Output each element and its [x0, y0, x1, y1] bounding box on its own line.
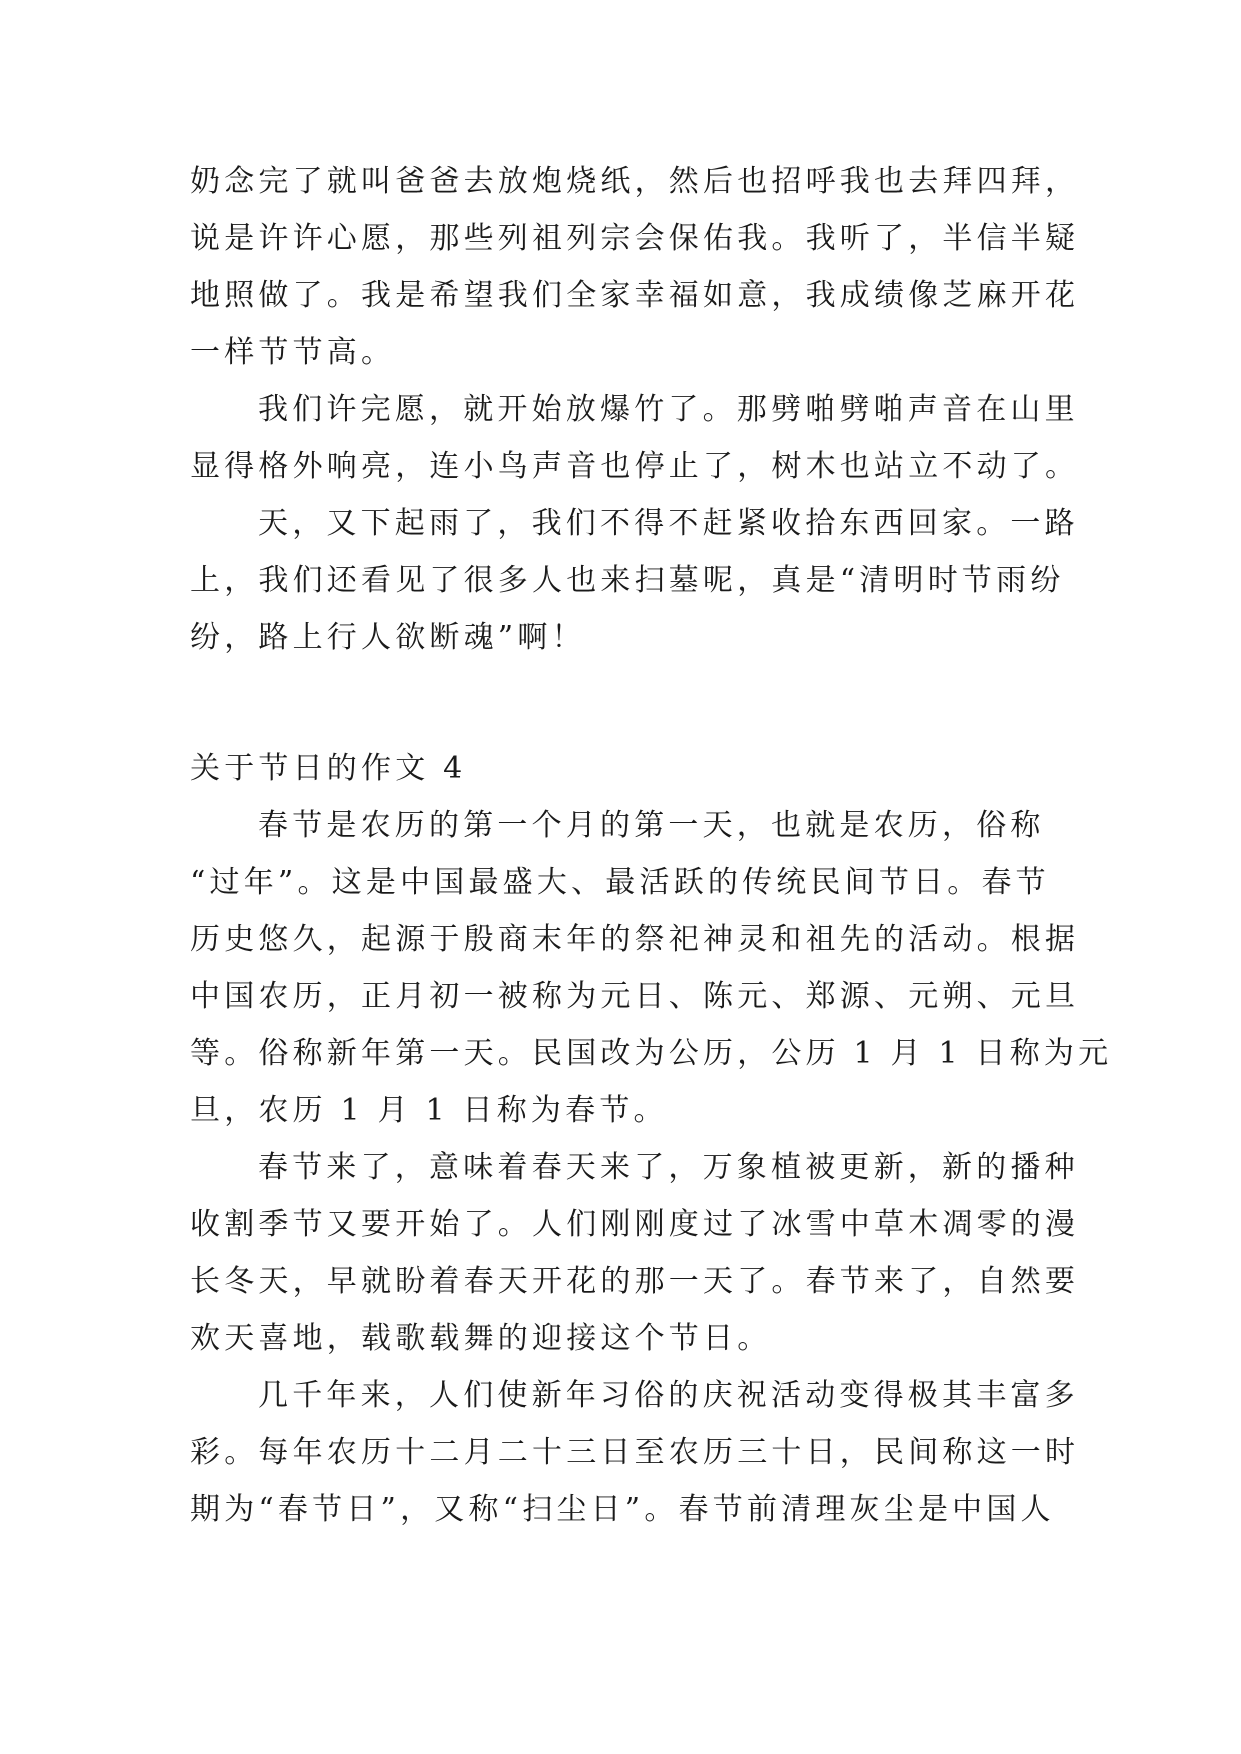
text-line: 纷，路上行人欲断魂”啊！ [190, 620, 586, 655]
text-line: 春节来了，意味着春天来了，万象植被更新，新的播种 [258, 1150, 1079, 1185]
text-line: 期为“春节日”，又称“扫尘日”。春节前清理灰尘是中国人 [190, 1492, 1055, 1527]
text-line: 旦，农历 1 月 1 日称为春节。 [190, 1093, 668, 1128]
section-title [190, 740, 1070, 797]
text-line: 天，又下起雨了，我们不得不赶紧收拾东西回家。一路 [258, 506, 1079, 541]
text-line: 等。俗称新年第一天。民国改为公历，公历 1 月 1 日称为元 [190, 1036, 1113, 1071]
essay-continuation [190, 153, 1080, 666]
text-line: 欢天喜地，载歌载舞的迎接这个节日。 [190, 1321, 772, 1356]
text-line: 地照做了。我是希望我们全家幸福如意，我成绩像芝麻开花 [190, 278, 1080, 313]
text-line: 一样节节高。 [190, 335, 396, 370]
text-line: 历史悠久，起源于殷商末年的祭祀神灵和祖先的活动。根据 [190, 922, 1080, 957]
text-line: 长冬天，早就盼着春天开花的那一天了。春节来了，自然要 [190, 1264, 1080, 1299]
text-line: 收割季节又要开始了。人们刚刚度过了冰雪中草木凋零的漫 [190, 1207, 1080, 1242]
text-line: 春节是农历的第一个月的第一天，也就是农历，俗称 [258, 808, 1045, 843]
section-heading: 关于节日的作文 4 [190, 751, 467, 786]
text-line: 奶念完了就叫爸爸去放炮烧纸，然后也招呼我也去拜四拜， [190, 164, 1080, 199]
text-line: 上，我们还看见了很多人也来扫墓呢，真是“清明时节雨纷 [190, 563, 1065, 598]
text-line: “过年”。这是中国最盛大、最活跃的传统民间节日。春节 [190, 865, 1050, 900]
text-line: 显得格外响亮，连小鸟声音也停止了，树木也站立不动了。 [190, 449, 1080, 484]
text-line: 说是许许心愿，那些列祖列宗会保佑我。我听了，半信半疑 [190, 221, 1080, 256]
text-line: 我们许完愿，就开始放爆竹了。那劈啪劈啪声音在山里 [258, 392, 1079, 427]
text-line: 几千年来，人们使新年习俗的庆祝活动变得极其丰富多 [258, 1378, 1079, 1413]
text-line: 中国农历，正月初一被称为元日、陈元、郑源、元朔、元旦 [190, 979, 1080, 1014]
essay-4-body [190, 797, 1113, 1538]
text-line: 彩。每年农历十二月二十三日至农历三十日，民间称这一时 [190, 1435, 1080, 1470]
